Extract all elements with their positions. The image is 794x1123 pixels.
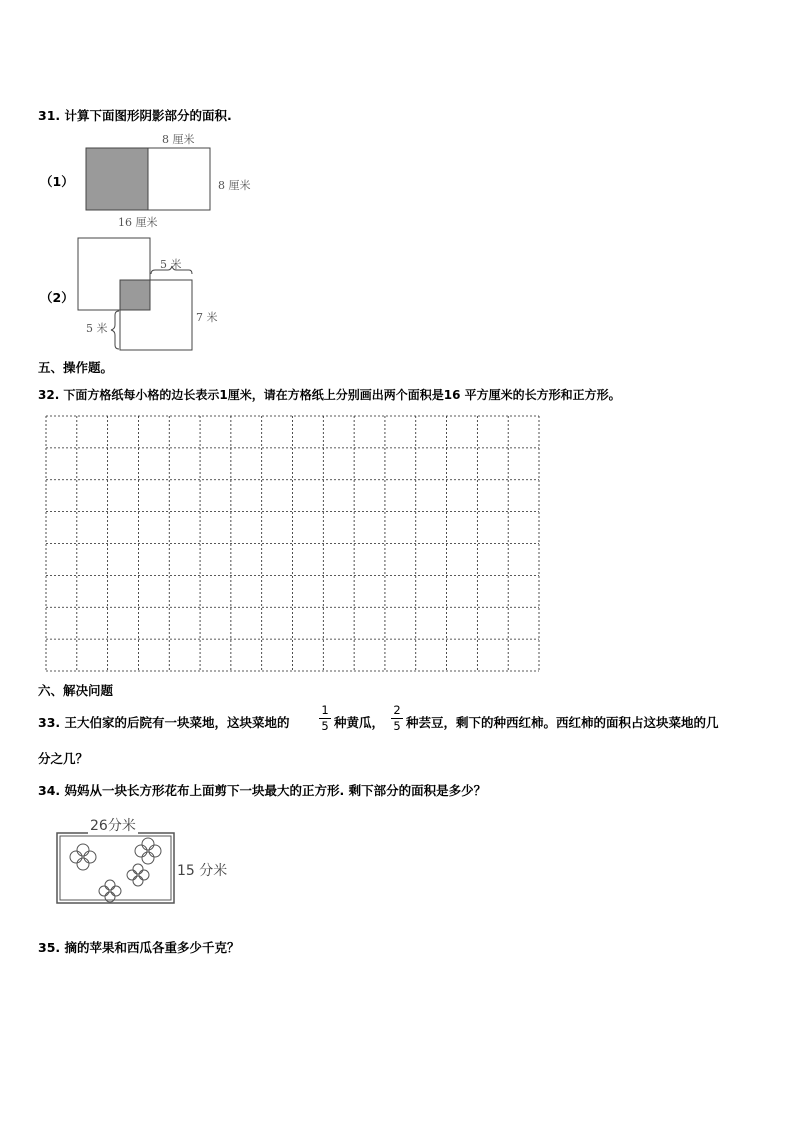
q33-fraction-2-numerator: 2: [393, 703, 401, 717]
q34-right-dim: 15 分米: [177, 863, 228, 879]
q31-fig1-top-dim: 8 厘米: [162, 133, 195, 146]
q31-fig2-left-dim: 5 米: [86, 322, 108, 335]
q33-text-part2: 种黄瓜，: [334, 715, 385, 730]
q31-fig2-right-dim: 7 米: [196, 311, 218, 324]
q33-text-line2: 分之几？: [38, 751, 89, 766]
q32-title: 32. 下面方格纸每小格的边长表示1厘米，请在方格纸上分别画出两个面积是16 平方厘米的长方形和正方形。: [38, 388, 621, 402]
q31-fig1-label: （1）: [40, 174, 74, 189]
q34-top-dim: 26分米: [88, 815, 138, 835]
q35-title: 35. 摘的苹果和西瓜各重多少千克？: [38, 940, 240, 955]
q31-fig2-label: （2）: [40, 290, 74, 305]
q33-fraction-1-numerator: 1: [321, 703, 329, 717]
q33-fraction-1-denominator: 5: [321, 719, 329, 733]
q33-text-part1: 33. 王大伯家的后院有一块菜地，这块菜地的: [38, 715, 290, 730]
section6-heading: 六、解决问题: [38, 683, 114, 698]
q33-fraction-2-denominator: 5: [393, 719, 401, 733]
q31-fig1-bottom-dim: 16 厘米: [118, 216, 158, 229]
q34-title: 34. 妈妈从一块长方形花布上面剪下一块最大的正方形. 剩下部分的面积是多少？: [38, 783, 487, 798]
section5-heading: 五、操作题。: [38, 360, 114, 375]
q31-title: 31. 计算下面图形阴影部分的面积.: [38, 108, 232, 123]
q31-fig1-right-dim: 8 厘米: [218, 179, 251, 192]
q31-fig2-top-dim: 5 米: [160, 258, 182, 271]
q33-text-part3: 种芸豆，剩下的种西红柿。西红柿的面积占这块菜地的几: [406, 715, 719, 730]
